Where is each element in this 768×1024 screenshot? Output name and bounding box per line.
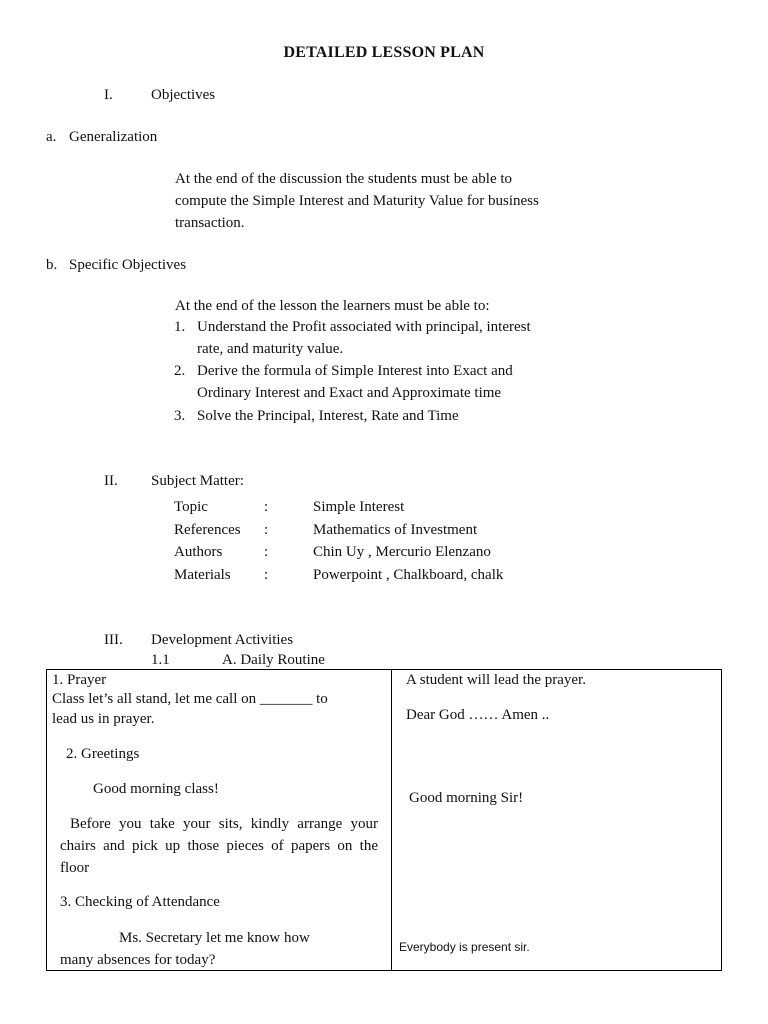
specific-objectives-heading: Specific Objectives [69,257,187,273]
teacher-activity-column [47,670,392,970]
topic-colon: : [264,499,269,515]
generalization-label: a. [46,129,57,145]
greetings-heading: 2. Greetings [66,746,140,762]
objective-1-line-2: rate, and maturity value. [197,341,344,357]
prayer-text: Dear God …… Amen .. [406,707,550,723]
topic-value: Simple Interest [313,499,405,515]
section2-number: II. [104,473,118,489]
subject-matter-row-topic [174,496,503,519]
materials-value: Powerpoint , Chalkboard, chalk [313,566,504,583]
section1-number: I. [104,87,113,103]
greeting-text: Good morning class! [93,781,219,797]
specific-objectives-label: b. [46,257,58,273]
section3-sub-number: 1.1 [151,652,170,668]
authors-colon: : [264,544,269,560]
arrange-instruction: Before you take your sits, kindly arrange your chairs and pick up those pieces of papers on the floor [60,816,378,876]
references-colon: : [264,521,269,538]
attendance-response: Everybody is present sir. [399,940,530,954]
generalization-line-2: compute the Simple Interest and Maturity Value for business [175,193,539,209]
objective-3-line-1: Solve the Principal, Interest, Rate and Time [197,408,459,424]
subject-matter-row-authors [174,541,503,564]
specific-objectives-intro: At the end of the lesson the learners must be able to: [175,298,490,314]
objective-1-line-1: Understand the Profit associated with principal, interest [197,319,531,335]
objective-1-number: 1. [174,319,186,335]
generalization-line-1: At the end of the discussion the students must be able to [175,171,513,187]
section3-heading: Development Activities [151,632,294,648]
section2-heading: Subject Matter: [151,473,244,489]
authors-value: Chin Uy , Mercurio Elenzano [313,544,491,560]
daily-routine-table [46,669,722,971]
subject-matter-row-references [174,519,503,542]
generalization-line-3: transaction. [175,215,245,231]
objective-3-number: 3. [174,408,186,424]
authors-label: Authors [174,544,223,560]
page-title: DETAILED LESSON PLAN [283,44,485,61]
attendance-instruction-line-2: many absences for today? [60,952,216,968]
section3-number: III. [104,632,123,648]
references-value: Mathematics of Investment [313,521,478,538]
attendance-heading: 3. Checking of Attendance [60,894,220,910]
prayer-instruction-line-2: lead us in prayer. [52,711,155,727]
prayer-heading: 1. Prayer [52,672,107,688]
generalization-heading: Generalization [69,129,158,145]
greeting-response: Good morning Sir! [409,790,524,806]
section1-heading: Objectives [151,87,216,103]
topic-label: Topic [174,499,208,515]
objective-2-line-1: Derive the formula of Simple Interest into Exact and [197,363,513,379]
section3-sub-heading: A. Daily Routine [222,652,325,668]
materials-colon: : [264,566,269,583]
references-label: References [174,521,241,538]
objective-2-number: 2. [174,363,186,379]
attendance-instruction-line-1: Ms. Secretary let me know how [119,930,310,946]
subject-matter-row-materials [174,564,503,587]
prayer-response: A student will lead the prayer. [406,672,586,688]
subject-matter-table [174,496,503,586]
prayer-instruction-line-1: Class let’s all stand, let me call on _______ to [52,691,328,707]
materials-label: Materials [174,566,231,583]
objective-2-line-2: Ordinary Interest and Exact and Approximate time [197,385,502,401]
student-activity-column [392,670,721,970]
